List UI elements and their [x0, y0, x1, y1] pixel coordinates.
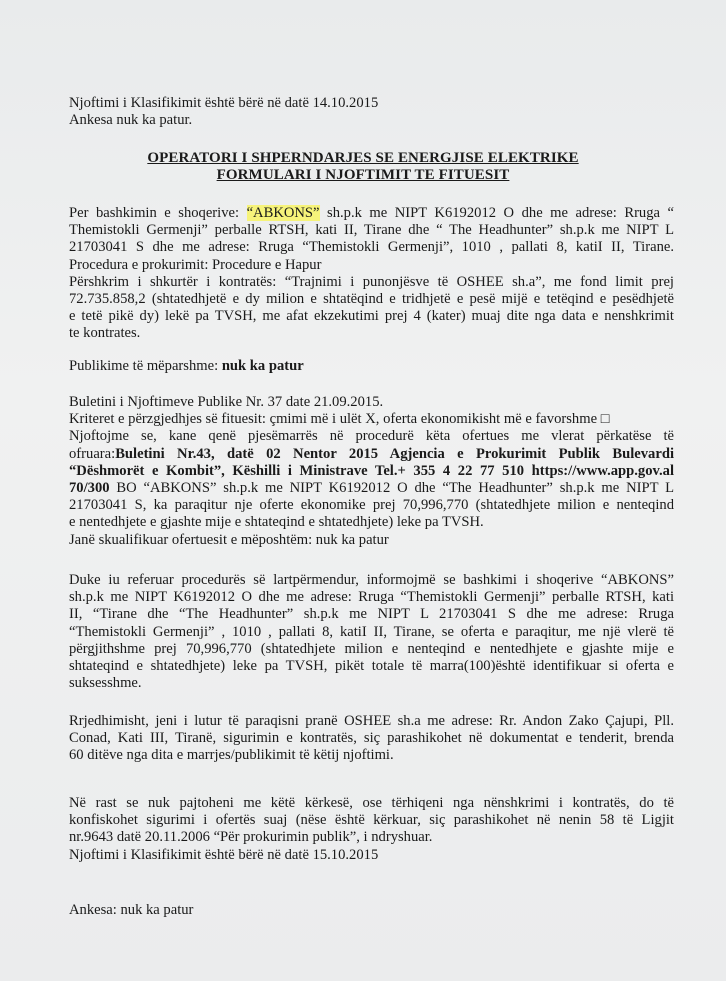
classification-date-final: Njoftimi i Klasifikimit është bërë në datë 15.10.2015	[69, 846, 379, 863]
result-paragraph	[69, 572, 674, 692]
intro-line-3: 21703041 S dhe me adrese: Rruga “Themistokli Germenji”, 1010 , pallati 8, katiI II, Tirane.	[69, 239, 674, 256]
request-line-3: 60 ditëve nga dita e marrjes/publikimit të këtij njoftimi.	[69, 747, 394, 764]
warning-line-1: Në rast se nuk pajtoheni me këtë kërkesë, ose tërhiqeni nga nënshkrimi i kontratës, do të	[69, 795, 674, 811]
bulletin-bold-1: Buletini Nr.43, datë 02 Nentor 2015 Agjencia e Prokurimit Publik Bulevardi	[115, 445, 674, 462]
selection-criteria: Kriteret e përzgjedhjes së fituesit: çmimi më i ulët X, oferta ekonomikisht më e favorshme □	[69, 411, 610, 428]
offered-label: ofruara:	[69, 445, 116, 462]
result-line-2: sh.p.k me NIPT K6192012 O dhe me adrese: Rruga “Themistokli Germenji” perballe RTSH, kati	[69, 589, 674, 606]
footer-block	[69, 902, 674, 919]
bulletin-bold-3: 70/300	[69, 480, 110, 497]
contract-description-2: 72.735.858,2 (shtatedhjetë e dy milion e shtatëqind e tridhjetë e pesë mijë e tetëqind e pesëdhjetë	[69, 291, 674, 308]
request-line-2: Conad, Kati III, Tiranë, sigurimin e kontratës, siç parashikohet në dokumentat e tenderit, brenda	[69, 730, 674, 747]
intro-line-1	[69, 205, 674, 222]
header-block	[69, 95, 674, 129]
bulletin-line-7: 21703041 S, ka paraqitur nje oferte ekonomike prej 70,996,770 (shtatedhjete milion e nenteqind	[69, 497, 674, 514]
previous-publications-value: nuk ka patur	[221, 358, 304, 374]
bulletin-line-5	[69, 463, 674, 480]
highlighted-company: “ABKONS”	[246, 205, 320, 221]
procurement-procedure: Procedura e prokurimit: Procedure e Hapur	[69, 256, 322, 273]
bulletin-paragraph	[69, 394, 674, 549]
bulletin-line-8: e nentedhjete e gjashte mije e shtateqind e shtatedhjete) leke pa TVSH.	[69, 514, 484, 531]
result-line-7: suksesshme.	[69, 675, 142, 692]
contract-description-4: te kontrates.	[69, 325, 141, 342]
warning-line-2: konfiskohet sigurimi i ofertës suaj (nëse është kërkuar, siç parashikohet në nenin 58 të Ligjit	[69, 812, 674, 829]
warning-paragraph	[69, 795, 674, 864]
bulletin-line-6	[69, 480, 674, 497]
bulletin-reference: Buletini i Njoftimeve Publike Nr. 37 date 21.09.2015.	[69, 394, 384, 410]
result-line-6: shtateqind e shtatedhjete) leke pa TVSH, pikët totale të marra(100)është identifikuar si oferta e	[69, 658, 674, 675]
title-form: FORMULARI I NJOFTIMIT TE FITUESIT	[216, 167, 510, 183]
request-line-1: Rrjedhimisht, jeni i lutur të paraqisni pranë OSHEE sh.a me adrese: Rr. Andon Zako Çajupi, Pll.	[69, 713, 674, 729]
participants-intro: Njoftojme se, kane qenë pjesëmarrës në procedurë këta ofertues me vlerat përkatëse të	[69, 428, 674, 445]
previous-publications	[69, 358, 674, 375]
intro-line-1-post: sh.p.k me NIPT K6192012 O dhe me adrese: Rruga “	[319, 205, 674, 221]
request-paragraph	[69, 713, 674, 765]
disqualified-bidders: Janë skualifikuar ofertuesit e mëposhtëm: nuk ka patur	[69, 531, 389, 548]
contract-description-3: e tetë pikë dy) lekë pa TVSH, me afat ekzekutimi prej 4 (kater) muaj dite nga data e nenshkrimit	[69, 308, 674, 325]
footer-complaint: Ankesa: nuk ka patur	[69, 902, 194, 918]
title-operator: OPERATORI I SHPERNDARJES SE ENERGJISE ELEKTRIKE	[147, 150, 579, 166]
contract-description-1: Përshkrim i shkurtër i kontratës: “Trajnimi i punonjësve të OSHEE sh.a”, me fond limit prej	[69, 273, 674, 290]
bulletin-bold-2: “Dëshmorët e Kombit”, Këshilli i Ministrave Tel.+ 355 4 22 77 510 https://www.app.gov.al	[69, 462, 674, 479]
intro-line-2: Themistokli Germenji” perballe RTSH, kati II, Tirane dhe “ The Headhunter” sh.p.k me NIPT L	[69, 222, 674, 239]
header-complaint-note: Ankesa nuk ka patur.	[69, 112, 193, 129]
result-line-5: përgjithshme prej 70,996,770 (shtatedhjete milion e nenteqind e nentedhjete e gjashte mije e	[69, 640, 674, 657]
intro-paragraph	[69, 205, 674, 343]
warning-line-3: nr.9643 datë 20.11.2006 “Për prokurimin publik”, i ndryshuar.	[69, 829, 433, 846]
bulletin-line-6-post: BO “ABKONS” sh.p.k me NIPT K6192012 O dhe “The Headhunter” sh.p.k me NIPT L	[109, 480, 674, 497]
header-classification-date: Njoftimi i Klasifikimit është bërë në datë 14.10.2015	[69, 95, 379, 111]
previous-publications-label: Publikime të mëparshme:	[69, 358, 222, 374]
bulletin-line-4	[69, 446, 674, 463]
result-line-1: Duke iu referuar procedurës së lartpërmendur, informojmë se bashkimi i shoqerive “ABKONS”	[69, 572, 674, 588]
intro-line-1-pre: Per bashkimin e shoqerive:	[69, 205, 247, 221]
result-line-4: “Themistokli Germenji” , 1010 , pallati 8, katiI II, Tirane, se oferta e paraqitur, me një vlerë të	[69, 623, 674, 640]
result-line-3: II, “Tirane dhe “The Headhunter” sh.p.k me NIPT L 21703041 S dhe me adrese: Rruga	[69, 606, 674, 623]
